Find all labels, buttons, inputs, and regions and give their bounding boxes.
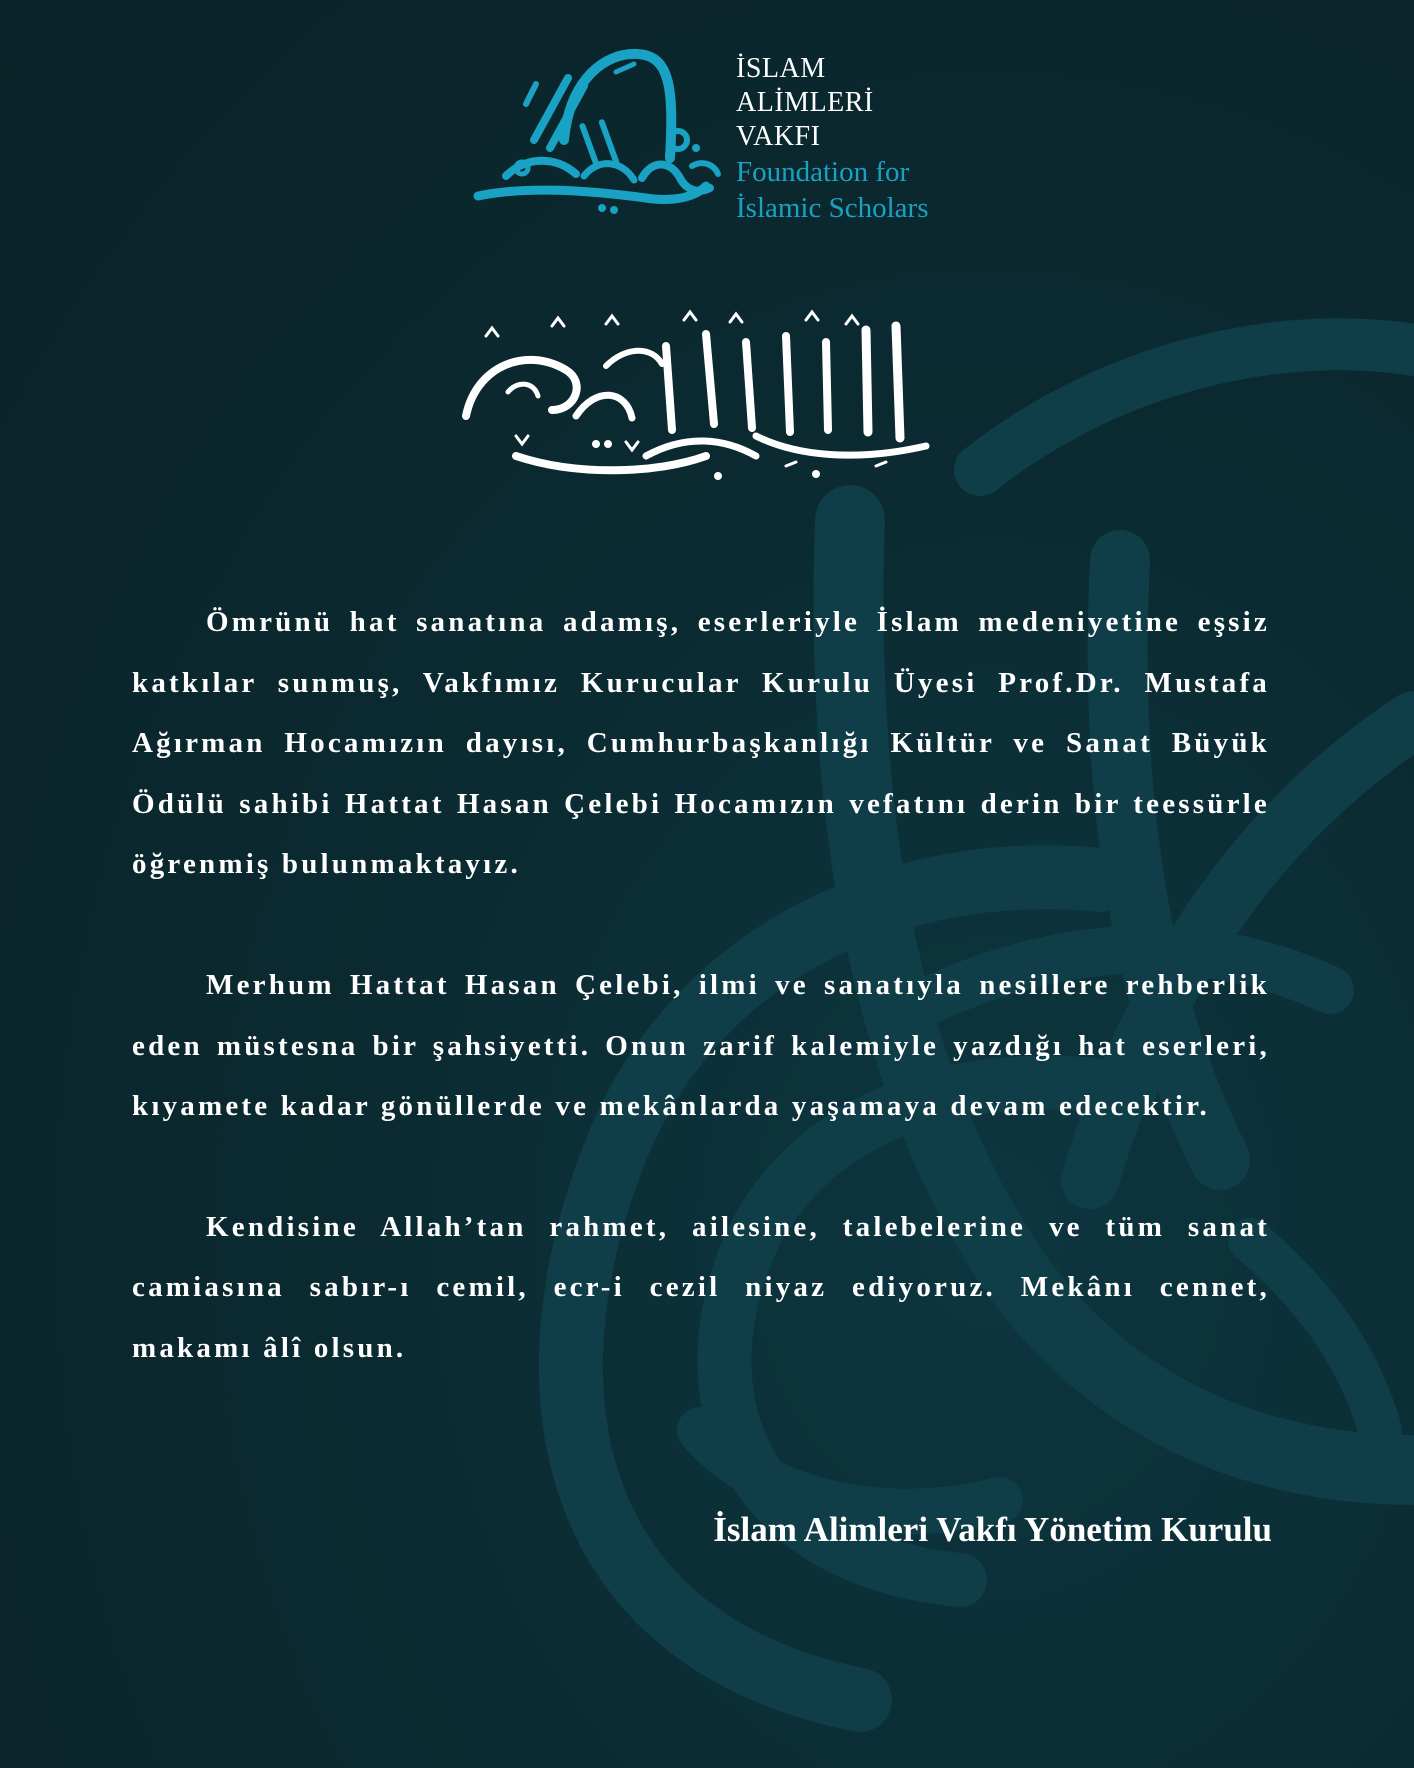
logo-name-line: VAKFI bbox=[736, 121, 821, 152]
message-paragraph: Kendisine Allah’tan rahmet, ailesine, talebelerine ve tüm sanat camiasına sabır-ı cemil, ecr-i cezil niyaz ediyoruz. Mekânı cennet, makamı âlî olsun. bbox=[132, 1210, 1270, 1364]
arabic-logotype-emblem bbox=[466, 48, 726, 226]
istirja-calligraphy bbox=[456, 306, 946, 486]
signature-board-name: İslam Alimleri Vakfı Yönetim Kurulu bbox=[713, 1510, 1272, 1549]
message-paragraph: Ömrünü hat sanatına adamış, eserleriyle İslam medeniyetine eşsiz katkılar sunmuş, Vakfımız Kurucular Kurulu Üyesi Prof.Dr. Mustafa Ağırman Hocamızın dayısı, Cumhurbaşkanlığı Kültür ve Sanat Büyük Ödülü sahibi Hattat Hasan Çelebi Hocamızın vefatını derin bir teessürle öğrenmiş bulunmaktayız. bbox=[132, 606, 1270, 881]
foundation-logo bbox=[466, 48, 966, 228]
message-paragraph: Merhum Hattat Hasan Çelebi, ilmi ve sanatıyla nesillere rehberlik eden müstesna bir şahsiyetti. Onun zarif kalemiyle yazdığı hat eserleri, kıyamete kadar gönüllerde ve mekânlarda yaşamaya devam edecektir. bbox=[132, 968, 1270, 1123]
logo-name-line: İSLAM bbox=[736, 53, 826, 84]
condolence-message bbox=[132, 592, 1270, 1379]
logo-name-line: ALİMLERİ bbox=[736, 87, 874, 118]
logo-wordmark bbox=[736, 52, 976, 226]
logo-english-line: Foundation for bbox=[736, 156, 910, 188]
logo-english-line: İslamic Scholars bbox=[736, 192, 929, 224]
